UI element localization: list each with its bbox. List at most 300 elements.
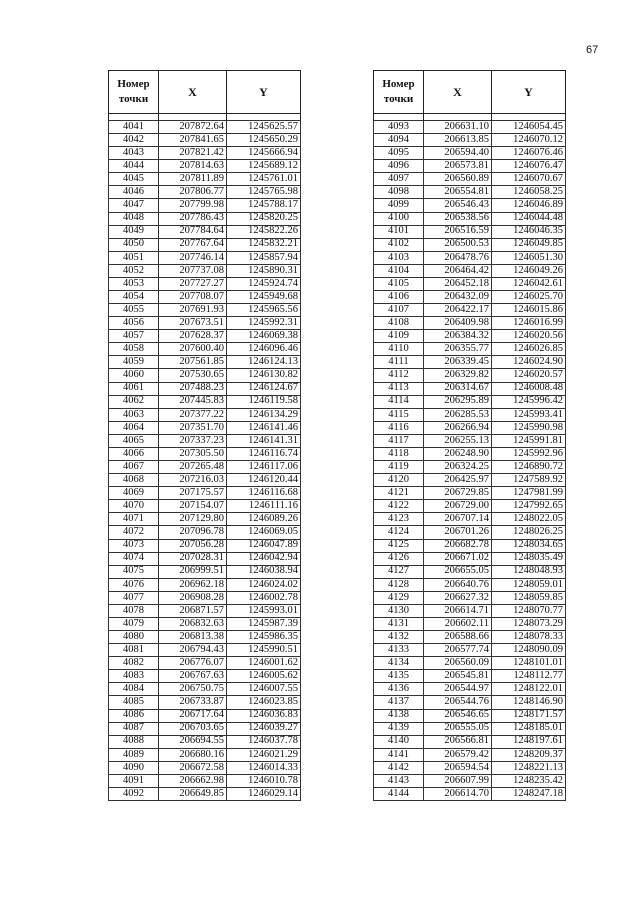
y-coordinate-cell: 1246054.45	[492, 121, 566, 134]
y-coordinate-cell: 1245761.01	[227, 173, 301, 186]
x-coordinate-cell: 206546.43	[424, 199, 492, 212]
x-coordinate-cell: 206573.81	[424, 160, 492, 173]
point-number-cell: 4050	[109, 238, 159, 251]
table-row	[109, 761, 301, 774]
x-coordinate-cell: 206813.38	[159, 631, 227, 644]
point-number-cell: 4140	[374, 735, 424, 748]
y-coordinate-cell: 1245820.25	[227, 212, 301, 225]
y-coordinate-cell: 1245689.12	[227, 160, 301, 173]
table-row	[374, 356, 566, 369]
y-coordinate-cell: 1246069.38	[227, 330, 301, 343]
point-number-cell: 4127	[374, 565, 424, 578]
point-number-cell: 4089	[109, 748, 159, 761]
y-coordinate-cell: 1246046.35	[492, 225, 566, 238]
table-row	[374, 212, 566, 225]
y-coordinate-cell: 1248070.77	[492, 604, 566, 617]
table-row	[374, 369, 566, 382]
table-row	[374, 238, 566, 251]
x-coordinate-cell: 206703.65	[159, 722, 227, 735]
table-row	[374, 552, 566, 565]
point-number-cell: 4092	[109, 787, 159, 800]
y-coordinate-cell: 1246023.85	[227, 696, 301, 709]
y-coordinate-cell: 1246002.78	[227, 591, 301, 604]
table-row	[374, 186, 566, 199]
y-coordinate-cell: 1246049.26	[492, 264, 566, 277]
y-coordinate-cell: 1245666.94	[227, 147, 301, 160]
y-coordinate-cell: 1245857.94	[227, 251, 301, 264]
table-row	[109, 251, 301, 264]
table-row	[109, 408, 301, 421]
point-number-cell: 4115	[374, 408, 424, 421]
table-row	[109, 277, 301, 290]
header-point-number: Номер точки	[109, 71, 159, 114]
table-row	[109, 434, 301, 447]
y-coordinate-cell: 1248022.05	[492, 513, 566, 526]
table-row	[374, 134, 566, 147]
point-number-cell: 4056	[109, 317, 159, 330]
table-row	[109, 212, 301, 225]
table-row	[109, 304, 301, 317]
x-coordinate-cell: 206285.53	[424, 408, 492, 421]
point-number-cell: 4043	[109, 147, 159, 160]
table-row	[374, 173, 566, 186]
y-coordinate-cell: 1246141.31	[227, 434, 301, 447]
point-number-cell: 4047	[109, 199, 159, 212]
x-coordinate-cell: 206682.78	[424, 539, 492, 552]
table-row	[374, 513, 566, 526]
y-coordinate-cell: 1245986.35	[227, 631, 301, 644]
header-y: Y	[492, 71, 566, 114]
table-row	[374, 474, 566, 487]
point-number-cell: 4109	[374, 330, 424, 343]
table-row	[374, 748, 566, 761]
table-row	[374, 434, 566, 447]
x-coordinate-cell: 206717.64	[159, 709, 227, 722]
y-coordinate-cell: 1246049.85	[492, 238, 566, 251]
y-coordinate-cell: 1246024.02	[227, 578, 301, 591]
x-coordinate-cell: 206701.26	[424, 526, 492, 539]
x-coordinate-cell: 206560.09	[424, 657, 492, 670]
x-coordinate-cell: 206577.74	[424, 644, 492, 657]
table-row	[109, 617, 301, 630]
point-number-cell: 4131	[374, 617, 424, 630]
x-coordinate-cell: 207628.37	[159, 330, 227, 343]
y-coordinate-cell: 1245949.68	[227, 291, 301, 304]
y-coordinate-cell: 1246029.14	[227, 787, 301, 800]
y-coordinate-cell: 1248185.01	[492, 722, 566, 735]
point-number-cell: 4054	[109, 291, 159, 304]
table-row	[109, 134, 301, 147]
x-coordinate-cell: 206962.18	[159, 578, 227, 591]
table-row	[109, 330, 301, 343]
y-coordinate-cell: 1248171.57	[492, 709, 566, 722]
x-coordinate-cell: 206339.45	[424, 356, 492, 369]
x-coordinate-cell: 206607.99	[424, 774, 492, 787]
table-row	[374, 787, 566, 800]
table-row	[374, 317, 566, 330]
x-coordinate-cell: 207216.03	[159, 474, 227, 487]
table-row	[109, 147, 301, 160]
x-coordinate-cell: 206614.70	[424, 787, 492, 800]
x-coordinate-cell: 207351.70	[159, 421, 227, 434]
point-number-cell: 4061	[109, 382, 159, 395]
x-coordinate-cell: 207337.23	[159, 434, 227, 447]
point-number-cell: 4041	[109, 121, 159, 134]
point-number-cell: 4042	[109, 134, 159, 147]
point-number-cell: 4098	[374, 186, 424, 199]
x-coordinate-cell: 206794.43	[159, 644, 227, 657]
point-number-cell: 4094	[374, 134, 424, 147]
table-row	[109, 461, 301, 474]
y-coordinate-cell: 1246001.62	[227, 657, 301, 670]
x-coordinate-cell: 207784.64	[159, 225, 227, 238]
x-coordinate-cell: 206516.59	[424, 225, 492, 238]
point-number-cell: 4078	[109, 604, 159, 617]
point-number-cell: 4122	[374, 500, 424, 513]
y-coordinate-cell: 1246036.83	[227, 709, 301, 722]
y-coordinate-cell: 1245992.31	[227, 317, 301, 330]
table-row	[374, 304, 566, 317]
point-number-cell: 4117	[374, 434, 424, 447]
x-coordinate-cell: 206554.81	[424, 186, 492, 199]
x-coordinate-cell: 206478.76	[424, 251, 492, 264]
y-coordinate-cell: 1248059.85	[492, 591, 566, 604]
table-row	[109, 578, 301, 591]
x-coordinate-cell: 206602.11	[424, 617, 492, 630]
coordinates-table-left	[108, 70, 301, 801]
y-coordinate-cell: 1245788.17	[227, 199, 301, 212]
table-row	[374, 421, 566, 434]
y-coordinate-cell: 1246005.62	[227, 670, 301, 683]
point-number-cell: 4083	[109, 670, 159, 683]
x-coordinate-cell: 206546.65	[424, 709, 492, 722]
point-number-cell: 4104	[374, 264, 424, 277]
y-coordinate-cell: 1247981.99	[492, 487, 566, 500]
y-coordinate-cell: 1246038.94	[227, 565, 301, 578]
point-number-cell: 4112	[374, 369, 424, 382]
table-row	[374, 696, 566, 709]
x-coordinate-cell: 206729.00	[424, 500, 492, 513]
point-number-cell: 4096	[374, 160, 424, 173]
point-number-cell: 4100	[374, 212, 424, 225]
x-coordinate-cell: 206707.14	[424, 513, 492, 526]
y-coordinate-cell: 1246120.44	[227, 474, 301, 487]
point-number-cell: 4097	[374, 173, 424, 186]
x-coordinate-cell: 207028.31	[159, 552, 227, 565]
y-coordinate-cell: 1246039.27	[227, 722, 301, 735]
point-number-cell: 4125	[374, 539, 424, 552]
x-coordinate-cell: 206729.85	[424, 487, 492, 500]
y-coordinate-cell: 1245765.98	[227, 186, 301, 199]
x-coordinate-cell: 206680.16	[159, 748, 227, 761]
point-number-cell: 4119	[374, 461, 424, 474]
y-coordinate-cell: 1246070.12	[492, 134, 566, 147]
y-coordinate-cell: 1248048.93	[492, 565, 566, 578]
x-coordinate-cell: 206631.10	[424, 121, 492, 134]
point-number-cell: 4044	[109, 160, 159, 173]
y-coordinate-cell: 1246047.89	[227, 539, 301, 552]
y-coordinate-cell: 1248035.49	[492, 552, 566, 565]
x-coordinate-cell: 207488.23	[159, 382, 227, 395]
point-number-cell: 4081	[109, 644, 159, 657]
x-coordinate-cell: 206594.40	[424, 147, 492, 160]
y-coordinate-cell: 1246042.61	[492, 277, 566, 290]
point-number-cell: 4135	[374, 670, 424, 683]
table-row	[109, 774, 301, 787]
x-coordinate-cell: 206432.09	[424, 291, 492, 304]
table-row	[109, 186, 301, 199]
x-coordinate-cell: 207129.80	[159, 513, 227, 526]
point-number-cell: 4129	[374, 591, 424, 604]
y-coordinate-cell: 1246051.30	[492, 251, 566, 264]
x-coordinate-cell: 207841.65	[159, 134, 227, 147]
table-row	[109, 683, 301, 696]
table-row	[374, 735, 566, 748]
y-coordinate-cell: 1245993.01	[227, 604, 301, 617]
point-number-cell: 4067	[109, 461, 159, 474]
point-number-cell: 4051	[109, 251, 159, 264]
x-coordinate-cell: 206640.76	[424, 578, 492, 591]
page-number: 67	[586, 44, 599, 56]
x-coordinate-cell: 206544.97	[424, 683, 492, 696]
point-number-cell: 4124	[374, 526, 424, 539]
point-number-cell: 4123	[374, 513, 424, 526]
y-coordinate-cell: 1246070.67	[492, 173, 566, 186]
point-number-cell: 4057	[109, 330, 159, 343]
table-row	[374, 631, 566, 644]
x-coordinate-cell: 206266.94	[424, 421, 492, 434]
point-number-cell: 4079	[109, 617, 159, 630]
x-coordinate-cell: 206750.75	[159, 683, 227, 696]
point-number-cell: 4082	[109, 657, 159, 670]
y-coordinate-cell: 1245990.98	[492, 421, 566, 434]
point-number-cell: 4101	[374, 225, 424, 238]
table-row	[109, 722, 301, 735]
x-coordinate-cell: 206255.13	[424, 434, 492, 447]
point-number-cell: 4128	[374, 578, 424, 591]
x-coordinate-cell: 206538.56	[424, 212, 492, 225]
y-coordinate-cell: 1246015.86	[492, 304, 566, 317]
point-number-cell: 4088	[109, 735, 159, 748]
table-row	[109, 500, 301, 513]
x-coordinate-cell: 206579.42	[424, 748, 492, 761]
x-coordinate-cell: 206544.76	[424, 696, 492, 709]
point-number-cell: 4099	[374, 199, 424, 212]
point-number-cell: 4108	[374, 317, 424, 330]
x-coordinate-cell: 206555.05	[424, 722, 492, 735]
point-number-cell: 4072	[109, 526, 159, 539]
table-row	[374, 774, 566, 787]
y-coordinate-cell: 1246024.90	[492, 356, 566, 369]
y-coordinate-cell: 1246089.26	[227, 513, 301, 526]
point-number-cell: 4141	[374, 748, 424, 761]
point-number-cell: 4090	[109, 761, 159, 774]
table-row	[374, 395, 566, 408]
table-row	[109, 591, 301, 604]
table-row	[374, 291, 566, 304]
y-coordinate-cell: 1245650.29	[227, 134, 301, 147]
y-coordinate-cell: 1247589.92	[492, 474, 566, 487]
point-number-cell: 4142	[374, 761, 424, 774]
x-coordinate-cell: 206384.32	[424, 330, 492, 343]
y-coordinate-cell: 1246025.70	[492, 291, 566, 304]
x-coordinate-cell: 206672.58	[159, 761, 227, 774]
table-row	[109, 552, 301, 565]
x-coordinate-cell: 206500.53	[424, 238, 492, 251]
x-coordinate-cell: 207799.98	[159, 199, 227, 212]
table-row	[109, 160, 301, 173]
point-number-cell: 4055	[109, 304, 159, 317]
point-number-cell: 4144	[374, 787, 424, 800]
x-coordinate-cell: 206767.63	[159, 670, 227, 683]
y-coordinate-cell: 1248073.29	[492, 617, 566, 630]
table-row	[109, 735, 301, 748]
point-number-cell: 4107	[374, 304, 424, 317]
point-number-cell: 4116	[374, 421, 424, 434]
x-coordinate-cell: 206545.81	[424, 670, 492, 683]
point-number-cell: 4073	[109, 539, 159, 552]
table-row	[109, 539, 301, 552]
y-coordinate-cell: 1248146.90	[492, 696, 566, 709]
x-coordinate-cell: 207265.48	[159, 461, 227, 474]
point-number-cell: 4113	[374, 382, 424, 395]
point-number-cell: 4130	[374, 604, 424, 617]
table-row	[374, 121, 566, 134]
point-number-cell: 4070	[109, 500, 159, 513]
point-number-cell: 4068	[109, 474, 159, 487]
table-row	[374, 160, 566, 173]
table-row	[109, 121, 301, 134]
y-coordinate-cell: 1246124.67	[227, 382, 301, 395]
table-row	[109, 513, 301, 526]
table-row	[374, 382, 566, 395]
table-row	[374, 461, 566, 474]
table-header-row	[374, 71, 566, 114]
y-coordinate-cell: 1248090.09	[492, 644, 566, 657]
y-coordinate-cell: 1246044.48	[492, 212, 566, 225]
y-coordinate-cell: 1246134.29	[227, 408, 301, 421]
table-row	[374, 670, 566, 683]
y-coordinate-cell: 1245822.26	[227, 225, 301, 238]
x-coordinate-cell: 207096.78	[159, 526, 227, 539]
y-coordinate-cell: 1246116.74	[227, 447, 301, 460]
point-number-cell: 4086	[109, 709, 159, 722]
y-coordinate-cell: 1246124.13	[227, 356, 301, 369]
point-number-cell: 4049	[109, 225, 159, 238]
y-coordinate-cell: 1248112.77	[492, 670, 566, 683]
x-coordinate-cell: 206425.97	[424, 474, 492, 487]
y-coordinate-cell: 1246020.57	[492, 369, 566, 382]
table-row	[374, 657, 566, 670]
y-coordinate-cell: 1246890.72	[492, 461, 566, 474]
header-x: X	[159, 71, 227, 114]
y-coordinate-cell: 1246058.25	[492, 186, 566, 199]
table-row	[374, 277, 566, 290]
point-number-cell: 4138	[374, 709, 424, 722]
y-coordinate-cell: 1248221.13	[492, 761, 566, 774]
y-coordinate-cell: 1246096.46	[227, 343, 301, 356]
table-row	[374, 199, 566, 212]
y-coordinate-cell: 1245991.81	[492, 434, 566, 447]
x-coordinate-cell: 207811.89	[159, 173, 227, 186]
x-coordinate-cell: 206329.82	[424, 369, 492, 382]
point-number-cell: 4080	[109, 631, 159, 644]
table-row	[374, 591, 566, 604]
x-coordinate-cell: 207708.07	[159, 291, 227, 304]
point-number-cell: 4111	[374, 356, 424, 369]
x-coordinate-cell: 206422.17	[424, 304, 492, 317]
table-row	[374, 264, 566, 277]
y-coordinate-cell: 1245987.39	[227, 617, 301, 630]
point-number-cell: 4136	[374, 683, 424, 696]
x-coordinate-cell: 206832.63	[159, 617, 227, 630]
y-coordinate-cell: 1245993.41	[492, 408, 566, 421]
x-coordinate-cell: 207600.40	[159, 343, 227, 356]
y-coordinate-cell: 1246117.06	[227, 461, 301, 474]
point-number-cell: 4093	[374, 121, 424, 134]
point-number-cell: 4069	[109, 487, 159, 500]
table-row	[109, 395, 301, 408]
point-number-cell: 4065	[109, 434, 159, 447]
y-coordinate-cell: 1246007.55	[227, 683, 301, 696]
table-row	[109, 225, 301, 238]
x-coordinate-cell: 206248.90	[424, 447, 492, 460]
y-coordinate-cell: 1248209.37	[492, 748, 566, 761]
table-row	[374, 539, 566, 552]
table-row	[109, 317, 301, 330]
table-row	[109, 343, 301, 356]
table-row	[374, 343, 566, 356]
y-coordinate-cell: 1246141.46	[227, 421, 301, 434]
table-row	[109, 173, 301, 186]
x-coordinate-cell: 207872.64	[159, 121, 227, 134]
point-number-cell: 4091	[109, 774, 159, 787]
point-number-cell: 4110	[374, 343, 424, 356]
point-number-cell: 4064	[109, 421, 159, 434]
y-coordinate-cell: 1245832.21	[227, 238, 301, 251]
table-row	[109, 709, 301, 722]
point-number-cell: 4103	[374, 251, 424, 264]
point-number-cell: 4118	[374, 447, 424, 460]
point-number-cell: 4058	[109, 343, 159, 356]
table-row	[109, 644, 301, 657]
point-number-cell: 4053	[109, 277, 159, 290]
table-row	[109, 565, 301, 578]
table-row	[109, 264, 301, 277]
point-number-cell: 4114	[374, 395, 424, 408]
x-coordinate-cell: 207673.51	[159, 317, 227, 330]
header-x: X	[424, 71, 492, 114]
y-coordinate-cell: 1246119.58	[227, 395, 301, 408]
x-coordinate-cell: 206662.98	[159, 774, 227, 787]
table-row	[109, 291, 301, 304]
y-coordinate-cell: 1246042.94	[227, 552, 301, 565]
y-coordinate-cell: 1246111.16	[227, 500, 301, 513]
y-coordinate-cell: 1248235.42	[492, 774, 566, 787]
table-row	[109, 382, 301, 395]
y-coordinate-cell: 1245996.42	[492, 395, 566, 408]
y-coordinate-cell: 1246076.47	[492, 160, 566, 173]
table-row	[109, 657, 301, 670]
x-coordinate-cell: 206464.42	[424, 264, 492, 277]
table-row	[374, 722, 566, 735]
y-coordinate-cell: 1248247.18	[492, 787, 566, 800]
x-coordinate-cell: 206655.05	[424, 565, 492, 578]
point-number-cell: 4102	[374, 238, 424, 251]
y-coordinate-cell: 1246021.29	[227, 748, 301, 761]
x-coordinate-cell: 206627.32	[424, 591, 492, 604]
y-coordinate-cell: 1247992.65	[492, 500, 566, 513]
